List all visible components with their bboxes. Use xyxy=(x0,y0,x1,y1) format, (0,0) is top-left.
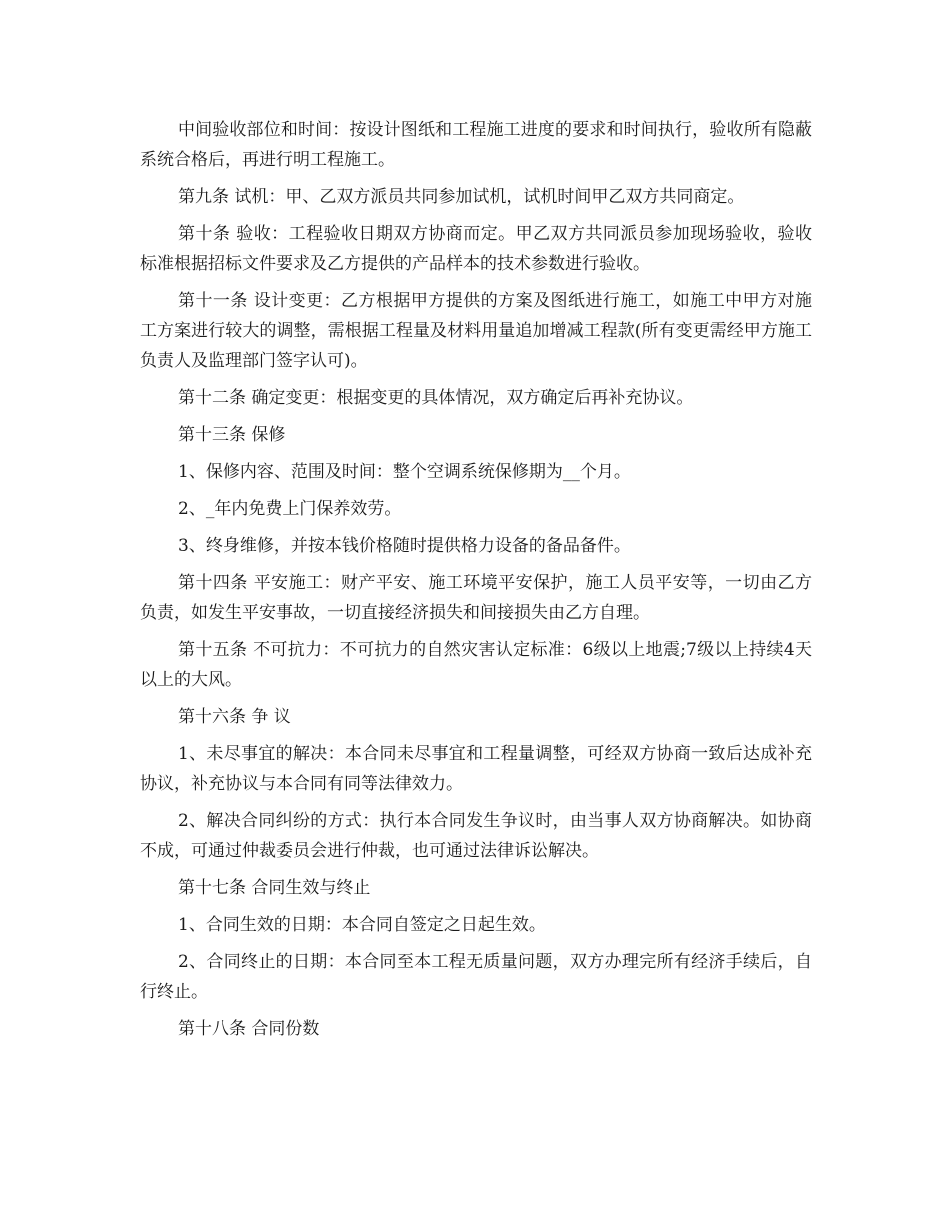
paragraph-article-9: 第九条 试机：甲、乙双方派员共同参加试机，试机时间甲乙双方共同商定。 xyxy=(178,187,745,207)
paragraph-effective-date: 1、合同生效的日期：本合同自签定之日起生效。 xyxy=(178,915,546,935)
paragraph-warranty-3: 3、终身维修，并按本钱价格随时提供格力设备的备品备件。 xyxy=(178,536,631,556)
paragraph-article-12: 第十二条 确定变更：根据变更的具体情况，双方确定后再补充协议。 xyxy=(178,388,694,408)
paragraph-article-10: 第十条 验收：工程验收日期双方协商而定。甲乙双方共同派员参加现场验收，验收标准根据招标文件要求及乙方提供的产品样本的技术参数进行验收。 xyxy=(140,224,812,274)
document-body xyxy=(140,115,812,1051)
heading-article-17: 第十七条 合同生效与终止 xyxy=(178,878,371,898)
paragraph-warranty-1: 1、保修内容、范围及时间：整个空调系统保修期为__个月。 xyxy=(178,462,631,482)
paragraph-dispute-1: 1、未尽事宜的解决：本合同未尽事宜和工程量调整，可经双方协商一致后达成补充协议，补充协议与本合同有同等法律效力。 xyxy=(140,744,812,794)
paragraph-warranty-2: 2、_年内免费上门保养效劳。 xyxy=(178,499,402,519)
heading-article-16: 第十六条 争 议 xyxy=(178,707,291,727)
paragraph-article-14: 第十四条 平安施工：财产平安、施工环境平安保护，施工人员平安等，一切由乙方负责，如发生平安事故，一切直接经济损失和间接损失由乙方自理。 xyxy=(140,573,812,623)
paragraph-article-15: 第十五条 不可抗力：不可抗力的自然灾害认定标准：6级以上地震;7级以上持续4天以上的大风。 xyxy=(140,640,812,690)
paragraph-intermediate-acceptance: 中间验收部位和时间：按设计图纸和工程施工进度的要求和时间执行，验收所有隐蔽系统合格后，再进行明工程施工。 xyxy=(140,120,812,170)
paragraph-article-11: 第十一条 设计变更：乙方根据甲方提供的方案及图纸进行施工，如施工中甲方对施工方案进行较大的调整，需根据工程量及材料用量追加增减工程款(所有变更需经甲方施工负责人及监理部门签字认可)。 xyxy=(140,291,812,371)
paragraph-termination-date: 2、合同终止的日期：本合同至本工程无质量问题，双方办理完所有经济手续后，自行终止。 xyxy=(140,952,812,1002)
heading-article-13: 第十三条 保修 xyxy=(178,425,286,445)
heading-article-18: 第十八条 合同份数 xyxy=(178,1019,320,1039)
paragraph-dispute-2: 2、解决合同纠纷的方式：执行本合同发生争议时，由当事人双方协商解决。如协商不成，可通过仲裁委员会进行仲裁，也可通过法律诉讼解决。 xyxy=(140,811,812,861)
